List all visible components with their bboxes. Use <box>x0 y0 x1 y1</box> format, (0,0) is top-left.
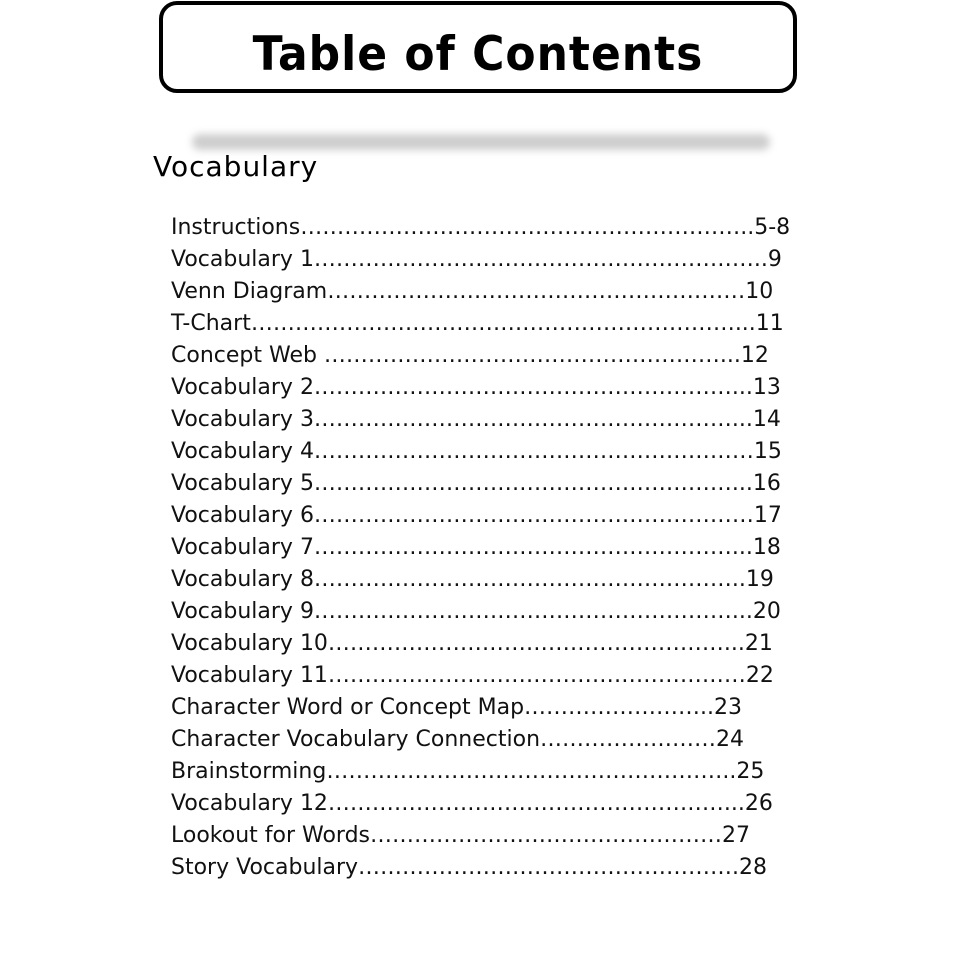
toc-entry-vocabulary-8: Vocabulary 8…………………………………………………..19 <box>171 567 774 592</box>
toc-entry-brainstorming: Brainstorming………………………………………………..25 <box>171 759 765 784</box>
toc-entry-vocabulary-4: Vocabulary 4……………………………………………………15 <box>171 439 782 464</box>
toc-entry-story-vocabulary: Story Vocabulary…………………………………………….28 <box>171 855 768 880</box>
decorative-shadow-bar <box>192 134 770 150</box>
toc-entry-t-chart: T-Chart…………………………………………………………...11 <box>171 311 784 336</box>
section-heading: Vocabulary <box>153 150 319 183</box>
toc-entry-vocabulary-12: Vocabulary 12………………………………………………...26 <box>171 791 773 816</box>
toc-entry-venn-diagram: Venn Diagram…………………………………………………10 <box>171 279 774 304</box>
toc-entry-vocabulary-1: Vocabulary 1……………………………………………………..9 <box>171 247 782 272</box>
toc-entry-vocabulary-6: Vocabulary 6……………………………………………………17 <box>171 503 782 528</box>
toc-entry-vocabulary-10: Vocabulary 10………………………………………………...21 <box>171 631 773 656</box>
toc-entry-character-vocabulary-connection: Character Vocabulary Connection……………………24 <box>171 727 745 752</box>
toc-entry-vocabulary-9: Vocabulary 9…………………………………………………...20 <box>171 599 781 624</box>
toc-entry-vocabulary-2: Vocabulary 2…………………………………………………...13 <box>171 375 781 400</box>
toc-entry-vocabulary-11: Vocabulary 11…………………………………………………22 <box>171 663 774 688</box>
page-title: Table of Contents <box>252 26 704 82</box>
toc-entry-vocabulary-7: Vocabulary 7…………………………………………………...18 <box>171 535 781 560</box>
toc-entry-vocabulary-5: Vocabulary 5…………………………………………………...16 <box>171 471 781 496</box>
toc-entry-instructions: Instructions……………………………………………………..5-8 <box>171 215 791 240</box>
toc-list <box>171 212 790 884</box>
toc-entry-lookout-for-words: Lookout for Words…………………………………………27 <box>171 823 751 848</box>
toc-entry-concept-web: Concept Web ………………………………………………...12 <box>171 343 769 368</box>
title-box <box>159 1 797 93</box>
toc-entry-character-word-map: Character Word or Concept Map……………………..23 <box>171 695 743 720</box>
toc-entry-vocabulary-3: Vocabulary 3…………………………………………………...14 <box>171 407 781 432</box>
